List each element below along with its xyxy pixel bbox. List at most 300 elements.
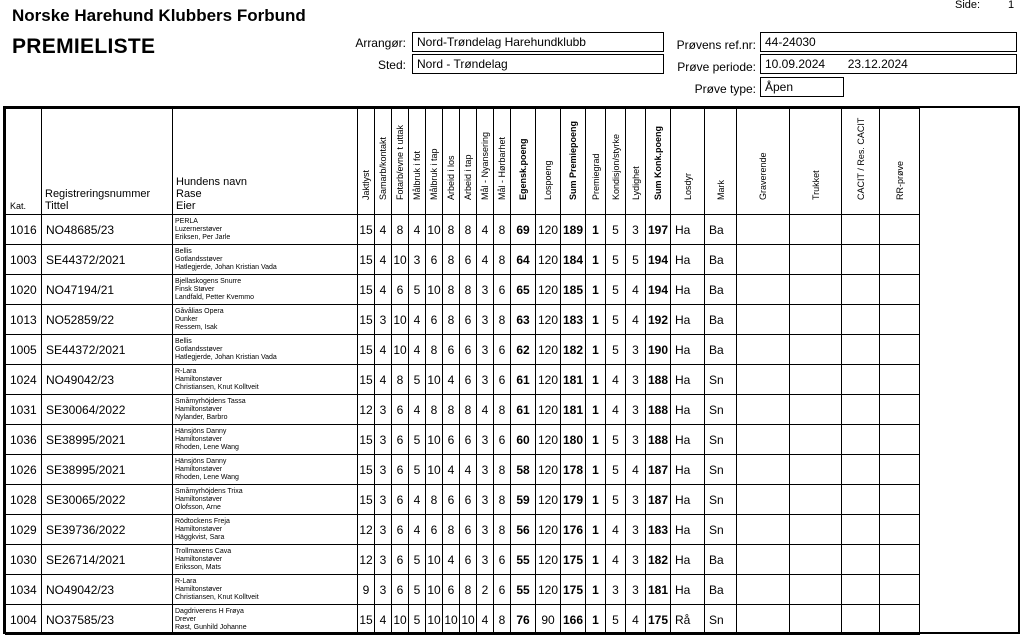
header-col-14 [626, 109, 646, 215]
score-cell: 69 [511, 215, 536, 245]
score-cell: 1 [586, 575, 606, 605]
score-cell: 6 [494, 575, 511, 605]
score-cell [790, 515, 842, 545]
ref-label: Prøvens ref.nr: [676, 38, 756, 52]
header-col-3 [409, 109, 426, 215]
score-cell: 4 [626, 605, 646, 635]
score-cell [737, 335, 790, 365]
score-cell: 8 [443, 275, 460, 305]
score-cell: 3 [477, 515, 494, 545]
reg-cell: NO49042/23 [42, 575, 173, 605]
score-cell: 8 [443, 395, 460, 425]
score-cell: 120 [536, 515, 561, 545]
score-cell [790, 605, 842, 635]
score-cell: 4 [375, 335, 392, 365]
header-col-label: Målbruk i fot [412, 150, 422, 200]
dog-breed: Hamiltonstøver [175, 405, 223, 413]
dog-cell [173, 425, 358, 455]
score-cell: 6 [460, 515, 477, 545]
score-cell: 59 [511, 485, 536, 515]
ref-field: 44-24030 [760, 32, 1017, 52]
score-cell: 5 [606, 425, 626, 455]
dog-breed: Luzernerstøver [175, 225, 223, 233]
score-cell: 3 [626, 365, 646, 395]
score-cell: 4 [477, 245, 494, 275]
table-row [6, 335, 920, 365]
score-cell [880, 515, 920, 545]
header-col-label: CACIT / Res. CACIT [855, 117, 866, 200]
score-cell [737, 485, 790, 515]
header-col-2 [392, 109, 409, 215]
kat-cell: 1031 [6, 395, 42, 425]
score-cell: 120 [536, 275, 561, 305]
dog-breed: Hamiltonstøver [175, 465, 223, 473]
score-cell: 3 [477, 425, 494, 455]
score-cell: 6 [443, 425, 460, 455]
score-cell: 15 [358, 275, 375, 305]
score-cell: 188 [646, 365, 671, 395]
dog-breed: Drever [175, 615, 197, 623]
kat-cell: 1003 [6, 245, 42, 275]
header-col-12 [586, 109, 606, 215]
header-col-15 [646, 109, 671, 215]
dog-owner: Hatlegjerde, Johan Kristian Vada [175, 353, 277, 361]
reg-cell: SE30065/2022 [42, 485, 173, 515]
score-cell [790, 395, 842, 425]
header-col-label: Graverende [758, 152, 768, 200]
header-col-6 [460, 109, 477, 215]
score-cell: 6 [392, 455, 409, 485]
score-cell: 181 [561, 395, 586, 425]
score-cell: 6 [392, 395, 409, 425]
score-cell [842, 455, 880, 485]
score-cell [842, 275, 880, 305]
score-cell: 1 [586, 305, 606, 335]
header-col-label: Samarb/kontakt [378, 136, 388, 200]
dog-owner: Ressem, Isak [175, 323, 218, 331]
score-cell: 1 [586, 365, 606, 395]
dog-cell [173, 515, 358, 545]
kat-cell: 1034 [6, 575, 42, 605]
dog-owner: Landfald, Petter Kvemmo [175, 293, 254, 301]
table-row [6, 305, 920, 335]
table-row [6, 245, 920, 275]
score-cell: 15 [358, 605, 375, 635]
score-cell: 1 [586, 485, 606, 515]
score-cell: 3 [606, 575, 626, 605]
header-col-9 [511, 109, 536, 215]
score-cell: 3 [375, 485, 392, 515]
dog-name: Bjellaskogens Snurre [175, 277, 242, 285]
score-cell: 4 [477, 395, 494, 425]
kat-cell: 1026 [6, 455, 42, 485]
score-cell: 5 [409, 425, 426, 455]
dog-name: Rödtockens Freja [175, 517, 230, 525]
score-cell: 176 [561, 515, 586, 545]
header-col-label: Kondisjon/styrke [610, 133, 621, 200]
score-cell: Sn [705, 455, 737, 485]
header-kat: Kat. [6, 109, 42, 215]
score-cell: 64 [511, 245, 536, 275]
header-registration [42, 109, 173, 215]
kat-cell: 1004 [6, 605, 42, 635]
sted-label: Sted: [377, 58, 406, 72]
score-cell: 5 [409, 575, 426, 605]
dog-owner: Hatlegjerde, Johan Kristian Vada [175, 263, 277, 271]
header-col-label: Egensk.poeng [518, 138, 528, 200]
score-cell: 15 [358, 215, 375, 245]
score-cell: 4 [409, 335, 426, 365]
kat-cell: 1020 [6, 275, 42, 305]
score-cell [790, 275, 842, 305]
score-cell [842, 335, 880, 365]
score-cell: 179 [561, 485, 586, 515]
dog-cell [173, 575, 358, 605]
score-cell: 120 [536, 455, 561, 485]
dog-name: PERLA [175, 217, 198, 225]
score-cell: 62 [511, 335, 536, 365]
score-cell: Sn [705, 425, 737, 455]
score-cell [790, 305, 842, 335]
header-col-label: Mål - Hørbarhet [497, 136, 507, 200]
score-cell [880, 365, 920, 395]
table-row [6, 425, 920, 455]
score-cell [737, 245, 790, 275]
kat-cell: 1028 [6, 485, 42, 515]
dog-cell [173, 305, 358, 335]
score-cell: 8 [494, 305, 511, 335]
score-cell: 10 [426, 425, 443, 455]
score-cell [737, 575, 790, 605]
header-col-8 [494, 109, 511, 215]
header-col-17 [705, 109, 737, 215]
periode-label: Prøve periode: [677, 60, 756, 74]
score-cell: 120 [536, 485, 561, 515]
score-cell: 5 [606, 275, 626, 305]
header-dog-line: Hundens navn [176, 176, 247, 188]
page-number: 1 [1008, 0, 1015, 11]
score-cell [790, 335, 842, 365]
score-cell: 3 [375, 455, 392, 485]
score-cell: Sn [705, 605, 737, 635]
score-cell: 2 [477, 575, 494, 605]
header-col-10 [536, 109, 561, 215]
table-row [6, 575, 920, 605]
dog-cell [173, 455, 358, 485]
periode-field [760, 54, 1017, 74]
score-cell: 15 [358, 425, 375, 455]
header-col-label: Sum Konk.poeng [653, 126, 663, 200]
dog-cell [173, 605, 358, 635]
score-cell: 4 [409, 485, 426, 515]
score-cell: 120 [536, 365, 561, 395]
score-cell: 5 [409, 455, 426, 485]
score-cell: 6 [443, 575, 460, 605]
header-col-5 [443, 109, 460, 215]
periode-to: 23.12.2024 [847, 57, 908, 71]
score-cell: 6 [426, 515, 443, 545]
score-cell: 5 [606, 455, 626, 485]
table-row [6, 545, 920, 575]
score-cell: 3 [477, 485, 494, 515]
reg-cell: SE38995/2021 [42, 425, 173, 455]
kat-cell: 1036 [6, 425, 42, 455]
dog-owner: Rhoden, Lene Wang [175, 473, 239, 481]
score-cell: 166 [561, 605, 586, 635]
score-cell [880, 455, 920, 485]
dog-name: Hänsjöns Danny [175, 457, 227, 465]
score-cell: 8 [392, 365, 409, 395]
score-cell [842, 575, 880, 605]
score-cell: 10 [426, 605, 443, 635]
score-cell: 10 [426, 455, 443, 485]
score-cell: 4 [409, 305, 426, 335]
reg-cell: NO52859/22 [42, 305, 173, 335]
score-cell: 197 [646, 215, 671, 245]
score-cell: Ha [671, 425, 705, 455]
score-cell: 5 [606, 605, 626, 635]
score-cell: 5 [626, 245, 646, 275]
header-col-label: Jaktlyst [361, 169, 371, 200]
table-row [6, 275, 920, 305]
score-cell: 8 [460, 395, 477, 425]
score-cell: 8 [443, 215, 460, 245]
score-cell: 5 [409, 275, 426, 305]
score-cell: 3 [477, 365, 494, 395]
score-cell: 10 [392, 245, 409, 275]
score-cell: 3 [477, 545, 494, 575]
score-cell: 1 [586, 395, 606, 425]
score-cell [880, 215, 920, 245]
dog-name: Småmyrhöjdens Trixa [175, 487, 243, 495]
dog-name: R-Lara [175, 577, 197, 585]
score-cell: 55 [511, 575, 536, 605]
score-cell [880, 275, 920, 305]
score-cell: 4 [443, 455, 460, 485]
dog-name: Bellis [175, 247, 192, 255]
score-cell: Ha [671, 335, 705, 365]
score-cell: 12 [358, 545, 375, 575]
kat-cell: 1016 [6, 215, 42, 245]
score-cell: 184 [561, 245, 586, 275]
score-cell: 1 [586, 545, 606, 575]
dog-owner: Rhoden, Lene Wang [175, 443, 239, 451]
score-cell [790, 425, 842, 455]
score-cell: 4 [606, 515, 626, 545]
score-cell [880, 485, 920, 515]
score-cell: 55 [511, 545, 536, 575]
score-cell: 4 [375, 215, 392, 245]
header-dog-line: Eier [176, 200, 196, 212]
score-cell: 120 [536, 545, 561, 575]
header-col-label: Lydighet [630, 166, 641, 200]
score-cell [737, 515, 790, 545]
score-cell: 15 [358, 305, 375, 335]
header-dog-line: Rase [176, 188, 202, 200]
dog-owner: Christiansen, Knut Kolltveit [175, 383, 259, 391]
score-cell: 56 [511, 515, 536, 545]
dog-cell [173, 545, 358, 575]
header-col-label: Sum Premiepoeng [568, 120, 578, 200]
score-cell: 3 [626, 425, 646, 455]
score-cell [790, 485, 842, 515]
reg-cell: SE44372/2021 [42, 335, 173, 365]
score-cell: Ha [671, 455, 705, 485]
score-cell [842, 545, 880, 575]
header-col-label: Mål - Nyansering [480, 131, 490, 200]
header-col-label: Lospoeng [543, 160, 553, 200]
score-cell [880, 395, 920, 425]
score-cell: 6 [494, 425, 511, 455]
score-cell: 3 [477, 335, 494, 365]
score-cell: Ba [705, 215, 737, 245]
header-col-21 [880, 109, 920, 215]
score-cell: 194 [646, 275, 671, 305]
score-cell: 4 [477, 605, 494, 635]
score-cell: Ha [671, 485, 705, 515]
kat-cell: 1013 [6, 305, 42, 335]
score-cell [880, 575, 920, 605]
score-cell [842, 245, 880, 275]
score-cell: 4 [477, 215, 494, 245]
score-cell [842, 365, 880, 395]
score-cell: 8 [494, 485, 511, 515]
score-cell: 6 [392, 545, 409, 575]
score-cell [842, 605, 880, 635]
score-cell: 60 [511, 425, 536, 455]
score-cell: 8 [426, 485, 443, 515]
score-cell [790, 215, 842, 245]
score-cell: 8 [426, 335, 443, 365]
header-col-18 [737, 109, 790, 215]
score-cell [842, 515, 880, 545]
score-cell: 120 [536, 395, 561, 425]
score-cell: 15 [358, 455, 375, 485]
score-cell: 180 [561, 425, 586, 455]
score-cell: 3 [409, 245, 426, 275]
score-cell: 3 [626, 485, 646, 515]
reg-cell: SE39736/2022 [42, 515, 173, 545]
header-col-1 [375, 109, 392, 215]
score-cell: 8 [494, 215, 511, 245]
score-cell: 15 [358, 365, 375, 395]
dog-name: Trollmaxens Cava [175, 547, 232, 555]
score-cell: Ha [671, 365, 705, 395]
score-cell: 10 [426, 215, 443, 245]
score-cell: 12 [358, 395, 375, 425]
score-cell: 187 [646, 485, 671, 515]
dog-cell [173, 365, 358, 395]
score-cell: Ba [705, 575, 737, 605]
score-cell: Ba [705, 545, 737, 575]
score-cell: Ha [671, 215, 705, 245]
score-cell: 5 [606, 245, 626, 275]
header-dog [173, 109, 358, 215]
arrangor-label: Arrangør: [355, 36, 406, 50]
table-row [6, 455, 920, 485]
score-cell: 3 [375, 515, 392, 545]
results-table [5, 108, 920, 635]
header-col-label: Fotarb/evne t uttak [395, 124, 405, 200]
score-cell: 63 [511, 305, 536, 335]
header-col-13 [606, 109, 626, 215]
dog-breed: Hamiltonstøver [175, 495, 223, 503]
dog-owner: Häggkvist, Sara [175, 533, 225, 541]
score-cell: Sn [705, 515, 737, 545]
score-cell: 192 [646, 305, 671, 335]
score-cell: 6 [392, 575, 409, 605]
score-cell: 188 [646, 395, 671, 425]
score-cell: 190 [646, 335, 671, 365]
score-cell: 4 [606, 395, 626, 425]
score-cell: 6 [460, 485, 477, 515]
score-cell: 1 [586, 245, 606, 275]
score-cell: 10 [426, 365, 443, 395]
score-cell: 6 [494, 275, 511, 305]
dog-owner: Eriksen, Per Jarle [175, 233, 231, 241]
score-cell: Rå [671, 605, 705, 635]
score-cell: 3 [375, 395, 392, 425]
score-cell: Ha [671, 305, 705, 335]
score-cell: 8 [443, 515, 460, 545]
score-cell: 58 [511, 455, 536, 485]
score-cell [842, 395, 880, 425]
score-cell: 3 [626, 545, 646, 575]
dog-breed: Hamiltonstøver [175, 435, 223, 443]
score-cell: 120 [536, 305, 561, 335]
score-cell: 3 [477, 275, 494, 305]
score-cell: 65 [511, 275, 536, 305]
score-cell [880, 605, 920, 635]
dog-name: Gåvålias Opera [175, 307, 224, 315]
score-cell: 175 [561, 545, 586, 575]
header-col-0 [358, 109, 375, 215]
header-col-16 [671, 109, 705, 215]
header-col-11 [561, 109, 586, 215]
score-cell: 178 [561, 455, 586, 485]
score-cell: 6 [460, 245, 477, 275]
score-cell: 3 [626, 335, 646, 365]
score-cell [842, 305, 880, 335]
score-cell: 8 [426, 395, 443, 425]
score-cell: 183 [646, 515, 671, 545]
score-cell: 4 [626, 455, 646, 485]
score-cell: 6 [392, 485, 409, 515]
score-cell: 15 [358, 485, 375, 515]
score-cell: 15 [358, 245, 375, 275]
sted-field: Nord - Trøndelag [412, 54, 664, 74]
dog-cell [173, 335, 358, 365]
score-cell: 4 [626, 275, 646, 305]
score-cell: 5 [606, 305, 626, 335]
score-cell: 6 [443, 335, 460, 365]
dog-breed: Hamiltonstøver [175, 375, 223, 383]
dog-breed: Hamiltonstøver [175, 525, 223, 533]
score-cell: 5 [606, 485, 626, 515]
header-col-label: Mark [715, 180, 726, 200]
header-col-label: Losdyr [682, 172, 693, 200]
score-cell [790, 575, 842, 605]
score-cell: 10 [426, 275, 443, 305]
periode-from: 10.09.2024 [765, 57, 826, 71]
score-cell: Ha [671, 275, 705, 305]
score-cell: 3 [375, 425, 392, 455]
score-cell: 3 [626, 395, 646, 425]
reg-cell: SE44372/2021 [42, 245, 173, 275]
score-cell: Ba [705, 275, 737, 305]
score-cell: 4 [443, 545, 460, 575]
dog-breed: Dunker [175, 315, 198, 323]
